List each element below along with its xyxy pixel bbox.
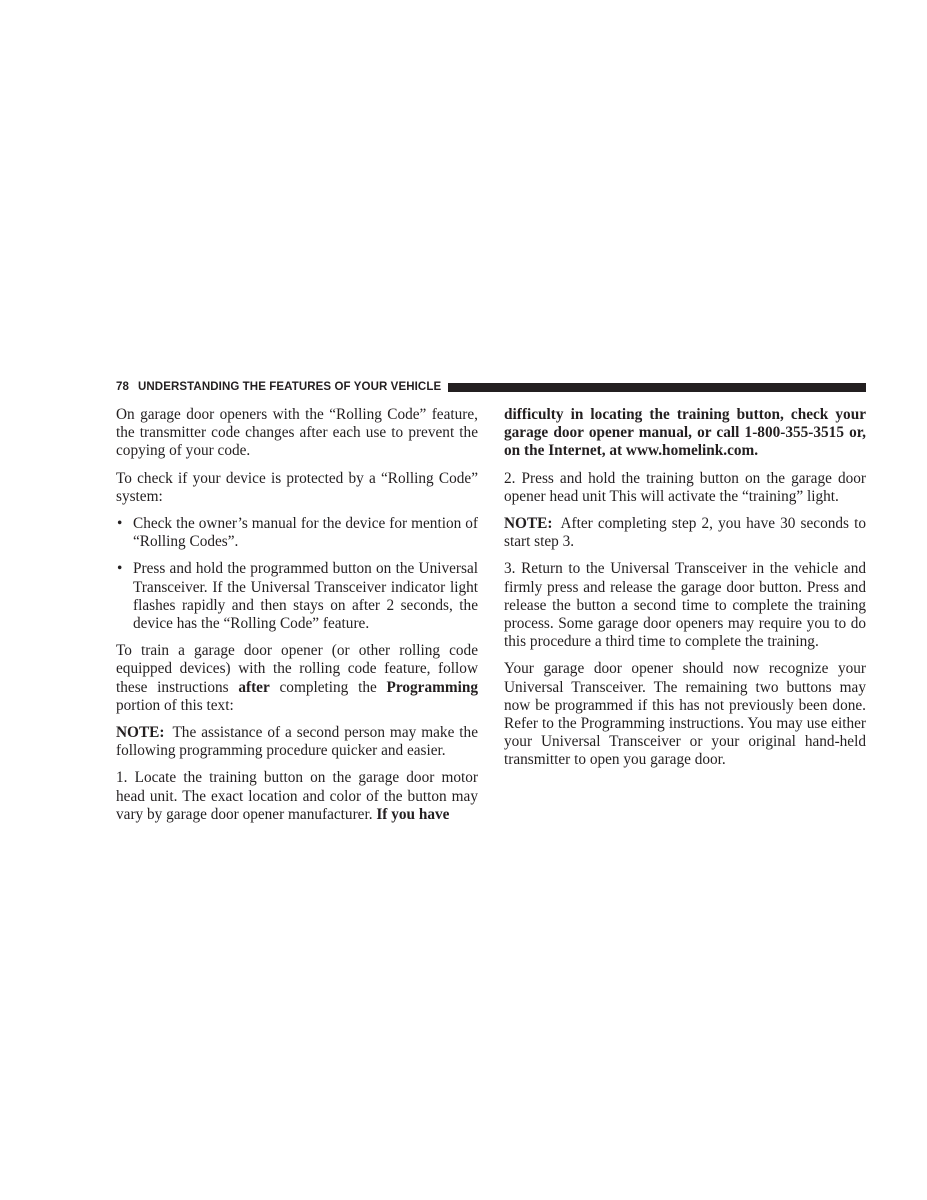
bullet-marker: •	[117, 560, 123, 578]
note-second-person	[116, 724, 478, 760]
final-paragraph: Your garage door opener should now recognize your Universal Transceiver. The remaining two buttons may now be programmed if this has not previously been done. Refer to the Programming instructions. You may use either your Universal Transceiver or your original hand-held transmitter to open you garage door.	[504, 660, 866, 769]
bullet-item-owners-manual	[116, 515, 478, 551]
bullet-text: Check the owner’s manual for the device for mention of “Rolling Codes”.	[133, 515, 478, 551]
step-1-paragraph	[116, 769, 478, 824]
step-3-paragraph: 3. Return to the Universal Transceiver in the vehicle and firmly press and release the garage door button. Press and release the button a second time to complete the training process. Some garage door openers may require you to do this procedure a third time to complete the training.	[504, 560, 866, 651]
train-text-c: completing the	[279, 678, 377, 696]
note-text: After completing step 2, you have 30 seconds to start step 3.	[504, 515, 866, 551]
page-number: 78	[116, 381, 129, 393]
page-header	[116, 379, 866, 395]
right-column	[504, 406, 866, 779]
note-text: The assistance of a second person may make the following programming procedure quicker and easier.	[116, 724, 478, 760]
train-text-after: after	[238, 678, 270, 696]
step-1-bold-continuation: difficulty in locating the training button, check your garage door opener manual, or call 1-800-355-3515 or, on the Internet, at www.homelink.com.	[504, 406, 866, 460]
note-label: NOTE:	[504, 515, 553, 533]
bullet-text: Press and hold the programmed button on the Universal Transceiver. If the Universal Transceiver indicator light flashes rapidly and then stays on after 2 seconds, the device has the “Rolling Code” feature.	[133, 560, 478, 633]
train-text-a: To train a garage door opener (or other rolling code equipped devices) with the rolling code feature, follow these instructions	[116, 642, 478, 696]
bullet-item-press-hold	[116, 560, 478, 633]
note-label: NOTE:	[116, 724, 165, 742]
train-text-e: portion of this text:	[116, 696, 234, 714]
bullet-marker: •	[117, 515, 123, 533]
train-instructions-paragraph	[116, 642, 478, 715]
section-title: UNDERSTANDING THE FEATURES OF YOUR VEHICLE	[138, 381, 442, 393]
step-1-text: 1. Locate the training button on the garage door motor head unit. The exact location and color of the button may vary by garage door opener manufacturer.	[116, 769, 478, 823]
check-protection-paragraph: To check if your device is protected by a “Rolling Code” system:	[116, 469, 478, 505]
step-1-bold-text: If you have	[376, 805, 450, 823]
rolling-code-intro-paragraph: On garage door openers with the “Rolling Code” feature, the transmitter code changes after each use to prevent the copying of your code.	[116, 406, 478, 460]
header-rule-bar	[448, 383, 866, 392]
note-30-seconds	[504, 515, 866, 551]
step-2-paragraph: 2. Press and hold the training button on the garage door opener head unit This will activate the “training” light.	[504, 469, 866, 505]
left-column	[116, 406, 478, 833]
train-text-programming: Programming	[386, 678, 478, 696]
